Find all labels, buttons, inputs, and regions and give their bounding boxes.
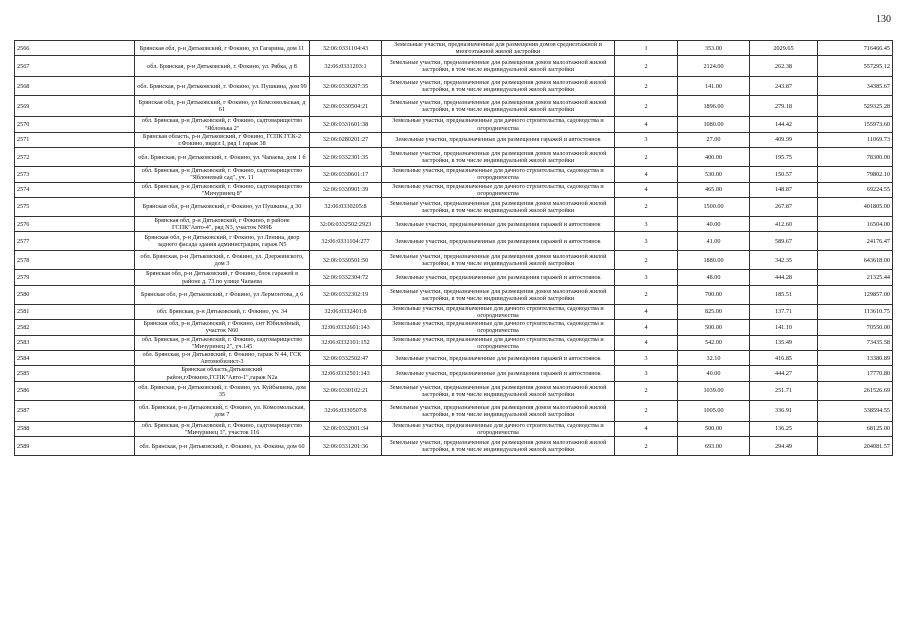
specific-value-cell: 279.18	[750, 96, 818, 117]
cadastral-value-cell: 16504.00	[818, 217, 893, 232]
specific-value-cell: 294.49	[750, 437, 818, 456]
row-number-cell: 2576	[15, 217, 135, 232]
cadastral-value-cell: 24176.47	[818, 232, 893, 251]
table-row	[15, 304, 893, 319]
land-use-cell: Земельные участки, предназначенные для размещения гаражей и автостоянок	[382, 366, 615, 381]
specific-value-cell: 2029.65	[750, 41, 818, 56]
address-cell: обл. Брянская, р-н Дятьковский, г. Фокино, ул. Чапаева, дом 1 б	[135, 148, 310, 167]
area-cell: 1080.00	[678, 117, 750, 132]
table-row	[15, 77, 893, 96]
table-row	[15, 167, 893, 182]
group-cell: 1	[615, 41, 678, 56]
cadastral-number-cell: 32:06:0332501:143	[310, 366, 382, 381]
address-cell: обл. Брянская, р-н Дятьковский, г. Фокино, садтоварищество "Мичуринец 3", участок 116	[135, 421, 310, 436]
specific-value-cell: 409.99	[750, 132, 818, 147]
specific-value-cell: 444.28	[750, 270, 818, 285]
cadastral-number-cell: 32:06:0331104:43	[310, 41, 382, 56]
row-number-cell: 2572	[15, 148, 135, 167]
group-cell: 4	[615, 320, 678, 335]
table-row	[15, 182, 893, 197]
land-use-cell: Земельные участки, предназначенные для дачного строительства, садоводства и огородничества	[382, 320, 615, 335]
cadastral-value-cell: 21325.44	[818, 270, 893, 285]
land-use-cell: Земельные участки, предназначенные для дачного строительства, садоводства и огородничества	[382, 335, 615, 350]
group-cell: 3	[615, 351, 678, 366]
table-row	[15, 400, 893, 421]
address-cell: обл. Брянская, р-н Дятьковский, г. Фокино, гараж N 44, ГСК Автомобилист-3	[135, 351, 310, 366]
area-cell: 27.00	[678, 132, 750, 147]
cadastral-value-cell: 17770.80	[818, 366, 893, 381]
address-cell: обл. Брянская, р-н Дятьковский, г. Фокино, ул. Рябка, д 8	[135, 56, 310, 77]
cadastral-number-cell: 32:06:0332302:19	[310, 285, 382, 304]
address-cell: обл. Брянская, р-н Дятьковский, г. Фокино, уч. 34	[135, 304, 310, 319]
table-row	[15, 335, 893, 350]
land-use-cell: Земельные участки, предназначенные для размещения домов малоэтажной жилой застройки, в том числе индивидуальной жилой застройки	[382, 400, 615, 421]
address-cell: обл. Брянская, р-н Дятьковский, г. Фокино, ул. Комсомольская, дом 7	[135, 400, 310, 421]
land-use-cell: Земельные участки, предназначенные для дачного строительства, садоводства и огородничества	[382, 167, 615, 182]
land-use-cell: Земельные участки, предназначенные для размещения домов малоэтажной жилой застройки, в том числе индивидуальной жилой застройки	[382, 56, 615, 77]
specific-value-cell: 262.38	[750, 56, 818, 77]
group-cell: 2	[615, 77, 678, 96]
cadastral-value-cell: 13380.89	[818, 351, 893, 366]
cadastral-value-cell: 529325.28	[818, 96, 893, 117]
land-plots-table	[14, 40, 893, 456]
specific-value-cell: 416.85	[750, 351, 818, 366]
address-cell: Брянская обл, р-н Дятьковский, г Фокино, ул Пушкина, д 30	[135, 198, 310, 217]
address-cell: Брянская обл, р-н Дятьковский, г Фокино, в районе ГСПК"Авто-4", ряд N3, участок N99Б	[135, 217, 310, 232]
table-row	[15, 320, 893, 335]
group-cell: 3	[615, 270, 678, 285]
land-use-cell: Земельные участки, предназначенные для размещения гаражей и автостоянок	[382, 270, 615, 285]
address-cell: обл. Брянская, р-н Дятьковский, г. Фокино, ул. Куйбышева, дом 35	[135, 381, 310, 400]
area-cell: 32.10	[678, 351, 750, 366]
table-row	[15, 232, 893, 251]
address-cell: обл. Брянская, р-н Дятьковский, г. Фокино, садтоварищество "Мичуринец 8"	[135, 182, 310, 197]
row-number-cell: 2582	[15, 320, 135, 335]
address-cell: Брянская область,Дятьковский район,г.Фокино,ГСПК"Авто-1",гараж N2a	[135, 366, 310, 381]
specific-value-cell: 185.51	[750, 285, 818, 304]
table-row	[15, 56, 893, 77]
table-row	[15, 148, 893, 167]
row-number-cell: 2581	[15, 304, 135, 319]
area-cell: 1039.00	[678, 381, 750, 400]
land-use-cell: Земельные участки, предназначенные для размещения домов среднеэтажной и многоэтажной жилой застройки	[382, 41, 615, 56]
land-use-cell: Земельные участки, предназначенные для размещения домов малоэтажной жилой застройки, в том числе индивидуальной жилой застройки	[382, 437, 615, 456]
cadastral-number-cell: 32:06:0330601:17	[310, 167, 382, 182]
specific-value-cell: 243.87	[750, 77, 818, 96]
row-number-cell: 2574	[15, 182, 135, 197]
cadastral-number-cell: 32:06:0332401:8	[310, 304, 382, 319]
row-number-cell: 2589	[15, 437, 135, 456]
cadastral-number-cell: 32:06:0332001:34	[310, 421, 382, 436]
group-cell: 2	[615, 148, 678, 167]
group-cell: 3	[615, 232, 678, 251]
table-row	[15, 351, 893, 366]
cadastral-value-cell: 557295.12	[818, 56, 893, 77]
row-number-cell: 2587	[15, 400, 135, 421]
address-cell: Брянская область, р-н Дятьковский, г Фокино, ГСПК ГСК-2 г.Фокино, видел I, ряд 1 гараж 38	[135, 132, 310, 147]
address-cell: обл. Брянская, р-н Дятьковский, г. Фокино, ул. Дзержинского, дом 3	[135, 251, 310, 270]
page-number: 130	[876, 14, 891, 25]
cadastral-value-cell: 68125.00	[818, 421, 893, 436]
cadastral-number-cell: 32:06:0330501:50	[310, 251, 382, 270]
row-number-cell: 2575	[15, 198, 135, 217]
area-cell: 141.00	[678, 77, 750, 96]
group-cell: 4	[615, 335, 678, 350]
cadastral-value-cell: 204081.57	[818, 437, 893, 456]
area-cell: 41.00	[678, 232, 750, 251]
cadastral-value-cell: 401805.00	[818, 198, 893, 217]
specific-value-cell: 336.91	[750, 400, 818, 421]
cadastral-value-cell: 716466.45	[818, 41, 893, 56]
area-cell: 1500.00	[678, 198, 750, 217]
specific-value-cell: 267.87	[750, 198, 818, 217]
cadastral-number-cell: 32:06:0332502:47	[310, 351, 382, 366]
cadastral-value-cell: 113610.75	[818, 304, 893, 319]
specific-value-cell: 589.67	[750, 232, 818, 251]
land-use-cell: Земельные участки, предназначенные для размещения гаражей и автостоянок	[382, 351, 615, 366]
group-cell: 2	[615, 381, 678, 400]
area-cell: 40.00	[678, 217, 750, 232]
land-use-cell: Земельные участки, предназначенные для дачного строительства, садоводства и огородничества	[382, 421, 615, 436]
row-number-cell: 2586	[15, 381, 135, 400]
address-cell: обл. Брянская, р-н Дятьковский, г. Фокино, ул. Фокина, дом 60	[135, 437, 310, 456]
area-cell: 693.00	[678, 437, 750, 456]
specific-value-cell: 251.71	[750, 381, 818, 400]
land-use-cell: Земельные участки, предназначенные для размещения домов малоэтажной жилой застройки, в том числе индивидуальной жилой застройки	[382, 96, 615, 117]
land-use-cell: Земельные участки, предназначенные для размещения гаражей и автостоянок	[382, 232, 615, 251]
specific-value-cell: 144.42	[750, 117, 818, 132]
row-number-cell: 2577	[15, 232, 135, 251]
specific-value-cell: 136.25	[750, 421, 818, 436]
land-use-cell: Земельные участки, предназначенные для размещения домов малоэтажной жилой застройки, в том числе индивидуальной жилой застройки	[382, 285, 615, 304]
row-number-cell: 2573	[15, 167, 135, 182]
specific-value-cell: 135.49	[750, 335, 818, 350]
area-cell: 1896.00	[678, 96, 750, 117]
address-cell: обл. Брянская, р-н Дятьковский, г. Фокино, ул. Пушкина, дом 99	[135, 77, 310, 96]
cadastral-number-cell: 32:06:0331203:1	[310, 56, 382, 77]
cadastral-value-cell: 34385.67	[818, 77, 893, 96]
area-cell: 2124.00	[678, 56, 750, 77]
row-number-cell: 2584	[15, 351, 135, 366]
row-number-cell: 2570	[15, 117, 135, 132]
address-cell: обл. Брянская, р-н Дятьковский, г. Фокино, садтоварищество "Яблонька 2"	[135, 117, 310, 132]
cadastral-number-cell: 32:06:0331601:38	[310, 117, 382, 132]
area-cell: 353.00	[678, 41, 750, 56]
group-cell: 2	[615, 198, 678, 217]
table-row	[15, 381, 893, 400]
cadastral-number-cell: 32:06:0331104:277	[310, 232, 382, 251]
address-cell: Брянская обл, р-н Дятьковский, г Фокино, снт Юбилейный, участок N60	[135, 320, 310, 335]
specific-value-cell: 342.35	[750, 251, 818, 270]
row-number-cell: 2588	[15, 421, 135, 436]
row-number-cell: 2567	[15, 56, 135, 77]
cadastral-number-cell: 32:06:0332304:72	[310, 270, 382, 285]
table-row	[15, 421, 893, 436]
area-cell: 465.00	[678, 182, 750, 197]
table-row	[15, 285, 893, 304]
area-cell: 500.00	[678, 421, 750, 436]
address-cell: Брянская обл, р-н Дятьковский, г Фокино, ул Лермонтова, д 6	[135, 285, 310, 304]
table-row	[15, 270, 893, 285]
table-body	[15, 41, 893, 456]
table-row	[15, 251, 893, 270]
group-cell: 4	[615, 421, 678, 436]
specific-value-cell: 444.27	[750, 366, 818, 381]
specific-value-cell: 195.75	[750, 148, 818, 167]
land-use-cell: Земельные участки, предназначенные для дачного строительства, садоводства и огородничества	[382, 117, 615, 132]
table-row	[15, 198, 893, 217]
group-cell: 2	[615, 56, 678, 77]
cadastral-number-cell: 32:06:0331201:36	[310, 437, 382, 456]
group-cell: 2	[615, 251, 678, 270]
area-cell: 48.00	[678, 270, 750, 285]
area-cell: 1880.00	[678, 251, 750, 270]
table-row	[15, 366, 893, 381]
table-row	[15, 437, 893, 456]
row-number-cell: 2583	[15, 335, 135, 350]
group-cell: 2	[615, 437, 678, 456]
specific-value-cell: 150.57	[750, 167, 818, 182]
row-number-cell: 2569	[15, 96, 135, 117]
cadastral-number-cell: 32:06:0330102:21	[310, 381, 382, 400]
address-cell: Брянская обл, р-н Дятьковский, г Фокино, ул Комсомольская, д 61	[135, 96, 310, 117]
land-use-cell: Земельные участки, предназначенные для дачного строительства, садоводства и огородничества	[382, 182, 615, 197]
address-cell: обл. Брянская, р-н Дятьковский, г. Фокино, садтоварищество "Яблоневый сад", уч. 11	[135, 167, 310, 182]
row-number-cell: 2585	[15, 366, 135, 381]
area-cell: 400.00	[678, 148, 750, 167]
cadastral-number-cell: 32:06:0330504:21	[310, 96, 382, 117]
area-cell: 542.00	[678, 335, 750, 350]
specific-value-cell: 412.60	[750, 217, 818, 232]
row-number-cell: 2568	[15, 77, 135, 96]
table-row	[15, 117, 893, 132]
cadastral-value-cell: 155973.60	[818, 117, 893, 132]
land-use-cell: Земельные участки, предназначенные для дачного строительства, садоводства и огородничества	[382, 304, 615, 319]
table-row	[15, 132, 893, 147]
address-cell: обл. Брянская, р-н Дятьковский, г. Фокино, садтоварищество "Мичуринец 2", уч.145	[135, 335, 310, 350]
table-row	[15, 217, 893, 232]
group-cell: 4	[615, 182, 678, 197]
group-cell: 4	[615, 304, 678, 319]
row-number-cell: 2571	[15, 132, 135, 147]
cadastral-number-cell: 32:06:0330207:35	[310, 77, 382, 96]
row-number-cell: 2578	[15, 251, 135, 270]
table-row	[15, 41, 893, 56]
area-cell: 530.00	[678, 167, 750, 182]
cadastral-number-cell: 32:06:0280201:27	[310, 132, 382, 147]
group-cell: 2	[615, 285, 678, 304]
cadastral-value-cell: 643618.00	[818, 251, 893, 270]
group-cell: 4	[615, 167, 678, 182]
land-use-cell: Земельные участки, предназначенные для размещения домов малоэтажной жилой застройки, в том числе индивидуальной жилой застройки	[382, 77, 615, 96]
cadastral-number-cell: 32:06:0330205:8	[310, 198, 382, 217]
area-cell: 700.00	[678, 285, 750, 304]
cadastral-value-cell: 129857.00	[818, 285, 893, 304]
area-cell: 500.00	[678, 320, 750, 335]
land-use-cell: Земельные участки, предназначенные для размещения домов малоэтажной жилой застройки, в том числе индивидуальной жилой застройки	[382, 381, 615, 400]
group-cell: 3	[615, 217, 678, 232]
cadastral-number-cell: 32:06:0330901:39	[310, 182, 382, 197]
cadastral-number-cell: 32:06:0332301:35	[310, 148, 382, 167]
group-cell: 3	[615, 366, 678, 381]
address-cell: Брянская обл, р-н Дятьковский, г Фокино, блок гаражей в районе д. 73 по улице Чапаева	[135, 270, 310, 285]
row-number-cell: 2566	[15, 41, 135, 56]
group-cell: 2	[615, 96, 678, 117]
cadastral-value-cell: 79802.10	[818, 167, 893, 182]
group-cell: 3	[615, 132, 678, 147]
cadastral-value-cell: 338594.55	[818, 400, 893, 421]
group-cell: 2	[615, 400, 678, 421]
address-cell: Брянская обл, р-н Дятьковский, г Фокино, ул Ленина, двор заднего фасада здания администрации, гараж N5	[135, 232, 310, 251]
area-cell: 40.00	[678, 366, 750, 381]
land-use-cell: Земельные участки, предназначенные для размещения гаражей и автостоянок	[382, 132, 615, 147]
cadastral-number-cell: 32:06:0332502:2923	[310, 217, 382, 232]
cadastral-value-cell: 73435.58	[818, 335, 893, 350]
land-use-cell: Земельные участки, предназначенные для размещения домов малоэтажной жилой застройки, в том числе индивидуальной жилой застройки	[382, 198, 615, 217]
cadastral-value-cell: 261526.69	[818, 381, 893, 400]
cadastral-value-cell: 70550.00	[818, 320, 893, 335]
table-row	[15, 96, 893, 117]
land-use-cell: Земельные участки, предназначенные для размещения гаражей и автостоянок	[382, 217, 615, 232]
specific-value-cell: 137.71	[750, 304, 818, 319]
address-cell: Брянская обл, р-н Дятьковский, г Фокино, ул Гагарина, дом 11	[135, 41, 310, 56]
cadastral-number-cell: 32:06:0332601:143	[310, 320, 382, 335]
cadastral-value-cell: 78300.00	[818, 148, 893, 167]
cadastral-number-cell: 32:06:0330507:8	[310, 400, 382, 421]
land-use-cell: Земельные участки, предназначенные для размещения домов малоэтажной жилой застройки, в том числе индивидуальной жилой застройки	[382, 148, 615, 167]
group-cell: 4	[615, 117, 678, 132]
specific-value-cell: 141.10	[750, 320, 818, 335]
cadastral-value-cell: 69224.55	[818, 182, 893, 197]
area-cell: 825.00	[678, 304, 750, 319]
row-number-cell: 2580	[15, 285, 135, 304]
land-use-cell: Земельные участки, предназначенные для размещения домов малоэтажной жилой застройки, в том числе индивидуальной жилой застройки	[382, 251, 615, 270]
cadastral-number-cell: 32:06:0332101:152	[310, 335, 382, 350]
specific-value-cell: 148.87	[750, 182, 818, 197]
cadastral-value-cell: 11069.73	[818, 132, 893, 147]
area-cell: 1005.00	[678, 400, 750, 421]
row-number-cell: 2579	[15, 270, 135, 285]
